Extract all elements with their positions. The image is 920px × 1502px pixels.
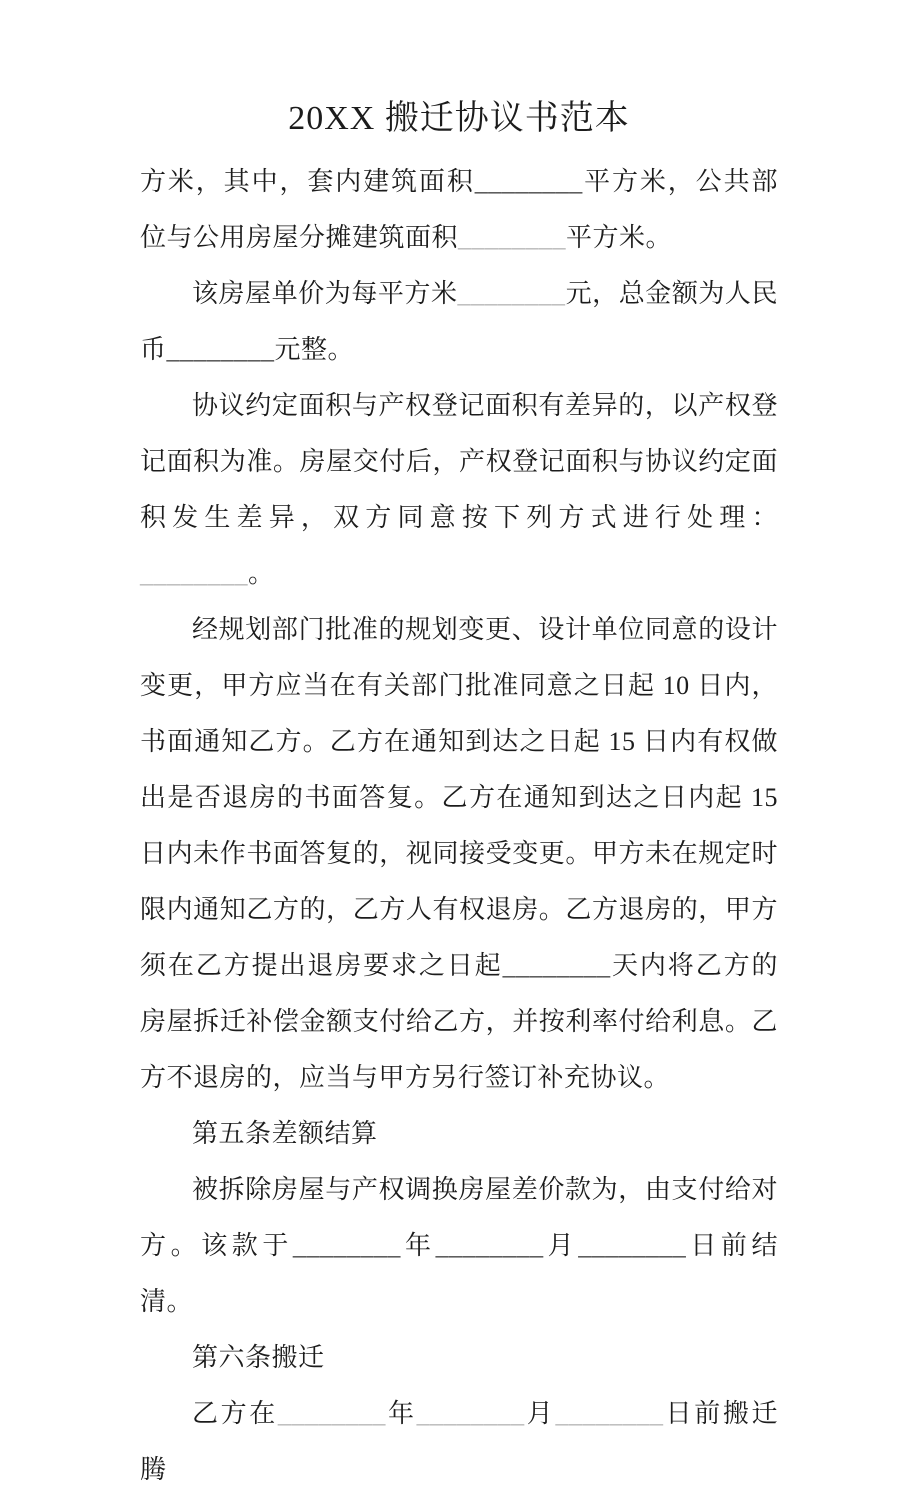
heading-article-5 xyxy=(140,1110,778,1166)
text-segment: 平方米。 xyxy=(566,223,673,252)
text-segment: 月 xyxy=(524,1399,556,1428)
text-segment: 日前搬迁腾 xyxy=(140,1399,778,1484)
para-move-deadline xyxy=(140,1390,778,1502)
para-building-area xyxy=(140,158,778,270)
text-segment: 乙方在 xyxy=(192,1399,278,1428)
text-segment: 天内将乙方的房屋拆迁补偿金额支付给乙方，并按利率付给利息。乙方不退房的，应当与甲方另行签订补充协议。 xyxy=(140,951,778,1092)
text-segment: 第六条搬迁 xyxy=(192,1343,325,1372)
text-segment: 方米，其中，套内建筑面积 xyxy=(140,167,475,196)
blank-field: ________ xyxy=(457,279,566,308)
text-segment: 。 xyxy=(248,559,275,588)
heading-article-6 xyxy=(140,1334,778,1390)
blank-field: ________ xyxy=(435,1231,544,1260)
blank-field: ________ xyxy=(292,1231,401,1260)
blank-field: ________ xyxy=(277,1399,386,1428)
text-segment: 经规划部门批准的规划变更、设计单位同意的设计变更，甲方应当在有关部门批准同意之日起 10 日内，书面通知乙方。乙方在通知到达之日起 15 日内有权做出是否退房的书面答复。乙方在通知到达之日内起 15 日内未作书面答复的，视同接受变更。甲方未在规定时限内通知乙方的，乙方人有权退房。乙方退房的，甲方须在乙方提出退房要求之日起 xyxy=(140,615,778,980)
text-segment: 元整。 xyxy=(274,335,355,364)
para-price-difference xyxy=(140,1166,778,1334)
text-segment: 协议约定面积与产权登记面积有差异的，以产权登记面积为准。房屋交付后，产权登记面积与协议约定面积发生差异，双方同意按下列方式进行处理： xyxy=(140,391,778,532)
text-segment: 第五条差额结算 xyxy=(192,1119,378,1148)
document-title: 20XX 搬迁协议书范本 xyxy=(288,100,630,137)
blank-field: ________ xyxy=(416,1399,525,1428)
blank-field: ________ xyxy=(502,951,611,980)
para-unit-price xyxy=(140,270,778,382)
text-segment: 该房屋单价为每平方米 xyxy=(192,279,458,308)
blank-field: ________ xyxy=(578,1231,687,1260)
blank-field: ________ xyxy=(555,1399,664,1428)
text-segment: 日前结清。 xyxy=(140,1231,778,1316)
para-area-discrepancy xyxy=(140,382,778,606)
blank-field: ________ xyxy=(166,335,275,364)
blank-field: ________ xyxy=(474,167,583,196)
text-segment: 被拆除房屋与产权调换房屋差价款为，由支付给对方。该款于 xyxy=(140,1175,778,1260)
text-segment: 年 xyxy=(385,1399,417,1428)
text-segment: 元，总金额为人民币 xyxy=(140,279,778,364)
blank-field: ________ xyxy=(458,223,567,252)
blank-field: ________ xyxy=(140,559,248,588)
text-segment: 平方米，公共部位与公用房屋分摊建筑面积 xyxy=(140,167,778,252)
text-segment: 月 xyxy=(543,1231,579,1260)
text-segment: 年 xyxy=(400,1231,436,1260)
para-plan-change xyxy=(140,606,778,1110)
